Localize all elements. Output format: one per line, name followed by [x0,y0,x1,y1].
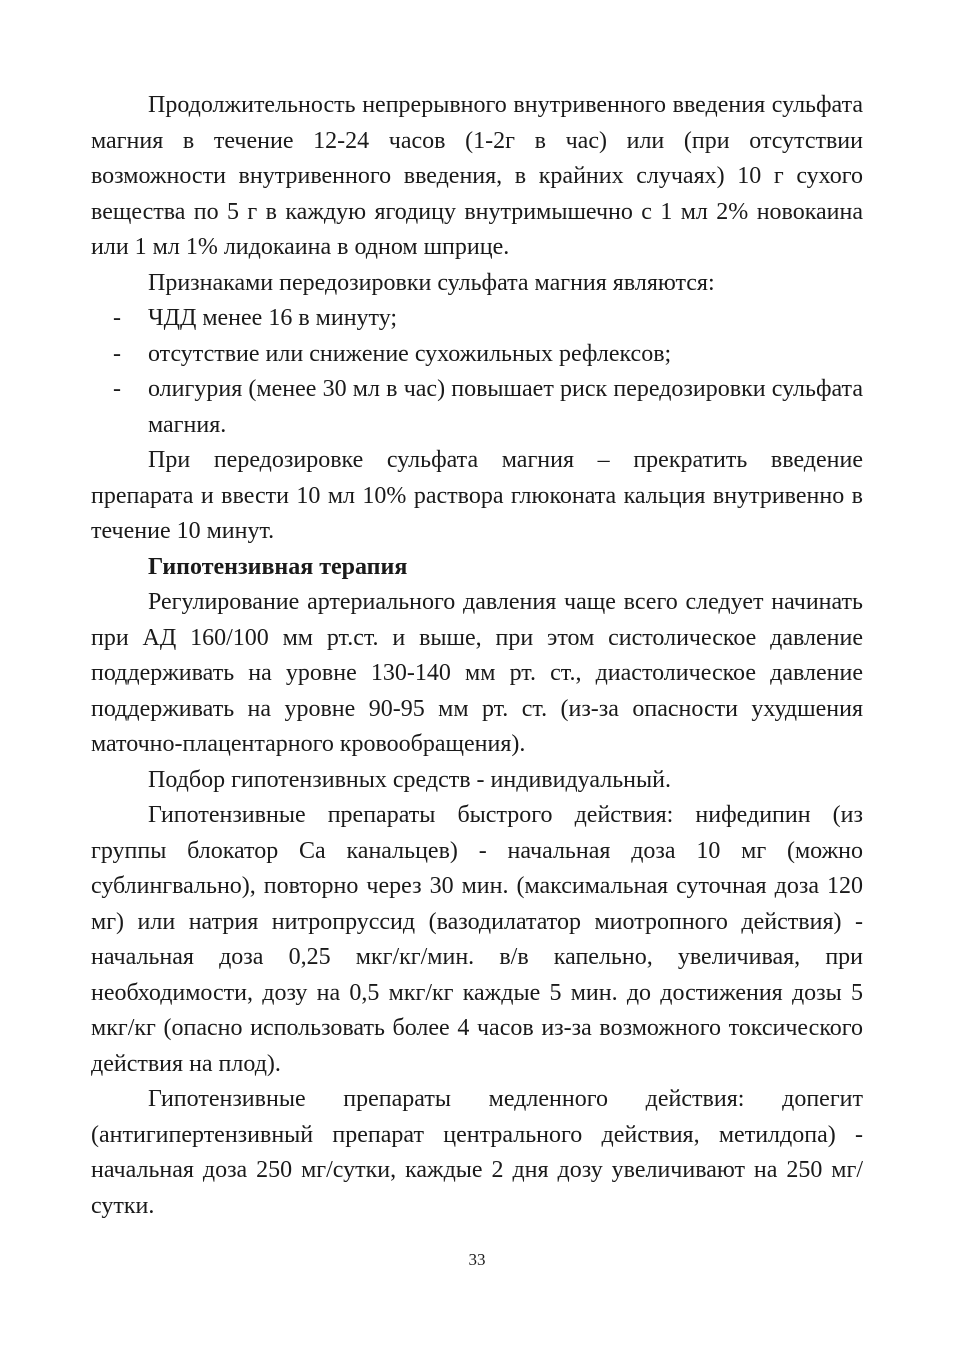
list-marker: - [113,305,121,331]
overdose-signs-list [91,301,863,443]
paragraph-drug-selection: Подбор гипотензивных средств - индивидуальный. [148,766,671,793]
list-item [91,301,863,337]
section-heading: Гипотензивная терапия [148,553,408,580]
list-item-text: ЧДД менее 16 в минуту; [148,305,398,331]
page-number: 33 [468,1250,486,1269]
list-item-text: отсутствие или снижение сухожильных рефлексов; [148,340,672,367]
list-item [91,337,863,373]
list-item [91,372,863,443]
list-item-text: олигурия (менее 30 мл в час) повышает риск передозировки сульфата магния. [148,376,863,438]
paragraph-overdose-treatment: При передозировке сульфата магния – прекратить введение препарата и ввести 10 мл 10% раствора глюконата кальция внутривенно в течение 10 минут. [91,447,863,544]
list-marker: - [113,376,121,402]
list-marker: - [113,340,121,367]
paragraph-magnesium-duration: Продолжительность непрерывного внутривенного введения сульфата магния в течение 12-24 часов (1-2г в час) или (при отсутствии возможности внутривенного введения, в крайних случаях) 10 г сухого вещества по 5 г в каждую ягодицу внутримышечно с 1 мл 2% новокаина или 1 мл 1% лидокаина в одном шприце. [91,92,863,260]
paragraph-fast-acting-drugs: Гипотензивные препараты быстрого действия: нифедипин (из группы блокатор Са канальцев) - начальная доза 10 мг (можно сублингвально), повторно через 30 мин. (максимальная суточная доза 120 мг) или натрия нитропруссид (вазодилататор миотропного действия) - начальная доза 0,25 мкг/кг/мин. в/в капельно, увеличивая, при необходимости, дозу на 0,5 мкг/кг каждые 5 мин. до достижения дозы 5 мкг/кг (опасно использовать более 4 часов из-за возможного токсического действия на плод). [91,802,863,1077]
page-body [91,88,863,1224]
paragraph-overdose-signs-intro: Признаками передозировки сульфата магния являются: [148,269,715,296]
paragraph-bp-regulation: Регулирование артериального давления чаще всего следует начинать при АД 160/100 мм рт.ст. и выше, при этом систолическое давление поддерживать на уровне 130-140 мм рт. ст., диастолическое давление поддерживать на уровне 90-95 мм рт. ст. (из-за опасности ухудшения маточно-плацентарного кровообращения). [91,589,863,757]
paragraph-slow-acting-drugs: Гипотензивные препараты медленного действия: допегит (антигипертензивный препарат центрального действия, метилдопа) - начальная доза 250 мг/сутки, каждые 2 дня дозу увеличивают на 250 мг/сутки. [91,1086,863,1219]
